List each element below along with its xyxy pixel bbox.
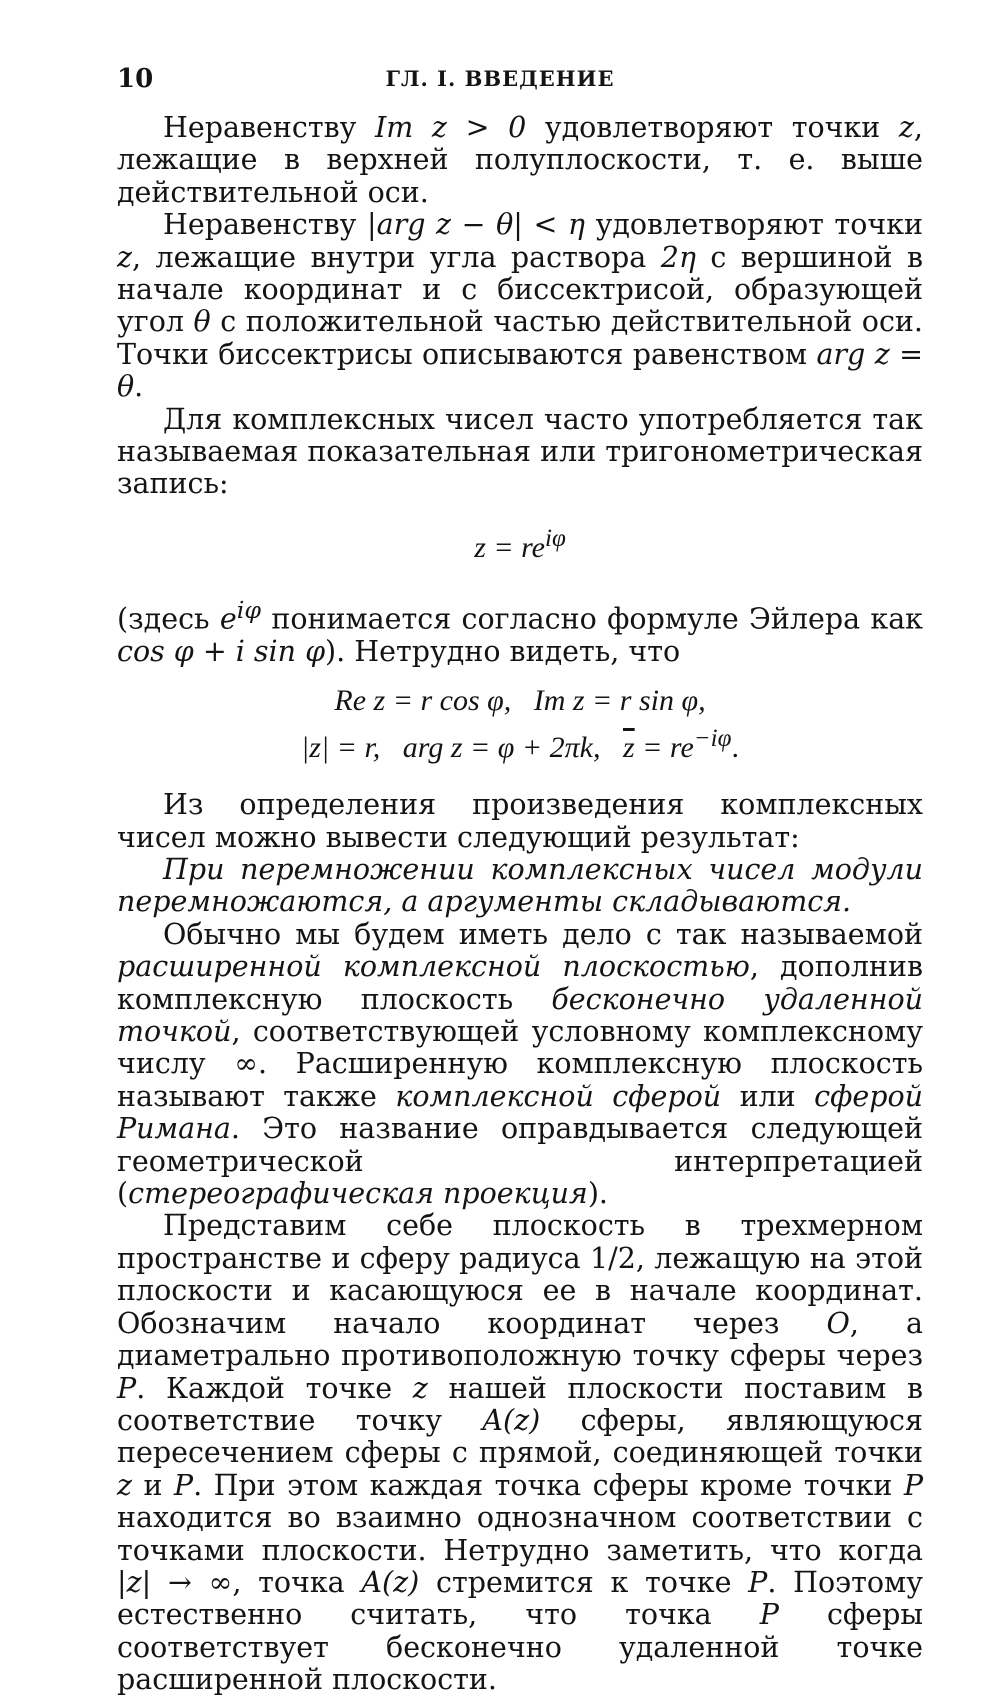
text-run: понимается согласно формуле Эйлера как bbox=[261, 602, 923, 636]
text-run: удовлетворяют точки bbox=[585, 208, 924, 242]
text-run: с вершиной в начале координат и с биссектрисой, образующей угол bbox=[117, 240, 923, 339]
math-inline: z bbox=[117, 1468, 133, 1502]
text-run: , точка bbox=[232, 1565, 362, 1599]
math-inline: A(z) bbox=[361, 1565, 420, 1599]
text-run: нашей плоскости поставим в соответствие точку bbox=[117, 1371, 924, 1437]
text-run: , соответствующей условному комплексному числу ∞. Расширенную комплексную плоскость называют также bbox=[117, 1015, 923, 1113]
formula-line-2 bbox=[117, 720, 923, 767]
math-inline: e bbox=[219, 602, 237, 636]
text-run: удовлетворяют точки bbox=[526, 111, 899, 144]
math-inline: z bbox=[412, 1371, 428, 1405]
math-inline: P bbox=[173, 1468, 194, 1502]
term-emphasis: бесконечно удаленной точкой bbox=[117, 982, 923, 1049]
formula-polar-relations bbox=[117, 682, 923, 767]
term-emphasis: стереографическая проекция bbox=[128, 1177, 588, 1211]
formula-superscript: −iφ bbox=[693, 725, 732, 753]
math-inline: P bbox=[903, 1468, 923, 1502]
text-run: , лежащие внутри угла раствора bbox=[132, 240, 661, 274]
text-run: с положительной частью действительной оси. Точки биссектрисы описываются равенством bbox=[117, 305, 923, 371]
formula-text: |z| = r, arg z = φ + 2πk, bbox=[301, 731, 623, 765]
paragraph-product-definition: Из определения произведения комплексных чисел можно вывести следующий результат: bbox=[117, 788, 923, 854]
paragraph-euler bbox=[117, 594, 923, 668]
text-run: или bbox=[721, 1079, 815, 1113]
term-emphasis: расширенной комплексной плоскостью bbox=[117, 950, 750, 984]
paragraph-exponential-form: Для комплексных чисел часто употребляется так называемая показательная или тригонометрическая запись: bbox=[117, 402, 923, 501]
math-inline: P bbox=[117, 1371, 137, 1405]
text-run: (здесь bbox=[117, 602, 220, 636]
formula-superscript: iφ bbox=[545, 524, 566, 552]
text-run: , лежащие в верхней полуплоскости, т. е. выше действительной оси. bbox=[117, 111, 923, 209]
paragraph-theorem: При перемножении комплексных чисел модули перемножаются, а аргументы складываются. bbox=[117, 853, 923, 919]
text-run: . Поэтому естественно считать, что точка bbox=[117, 1565, 923, 1632]
paragraph-im-z bbox=[117, 112, 923, 209]
math-inline: P bbox=[759, 1598, 779, 1632]
math-inline: O bbox=[826, 1306, 850, 1340]
math-inline: θ bbox=[193, 305, 211, 339]
term-emphasis: комплексной сферой bbox=[395, 1079, 722, 1113]
math-inline: z bbox=[898, 111, 914, 144]
text-run: Неравенству bbox=[163, 208, 367, 242]
formula-text: = re bbox=[634, 731, 694, 765]
page-body bbox=[117, 112, 923, 1697]
text-run: . Это название оправдывается следующей геометрической интерпретацией ( bbox=[117, 1112, 923, 1211]
formula-exponential bbox=[117, 509, 923, 578]
text-run: находится во взаимно однозначном соответствии с точками плоскости. Нетрудно заметить, что когда bbox=[117, 1501, 923, 1567]
running-head: ГЛ. I. ВВЕДЕНИЕ bbox=[385, 66, 615, 91]
math-superscript: iφ bbox=[236, 595, 261, 624]
formula-text: . bbox=[731, 731, 739, 765]
text-run: сферы, являющуюся пересечением сферы с прямой, соединяющей точки bbox=[117, 1403, 923, 1470]
formula-line-1: Re z = r cos φ, Im z = r sin φ, bbox=[334, 684, 706, 718]
paragraph-extended-plane bbox=[117, 919, 923, 1211]
text-run: . Каждой точке bbox=[136, 1371, 413, 1405]
text-run: . При этом каждая точка сферы кроме точки bbox=[193, 1468, 904, 1502]
text-run: сферы соответствует бесконечно удаленной точке расширенной плоскости. bbox=[117, 1598, 924, 1697]
paragraph-stereographic bbox=[117, 1210, 923, 1696]
text-run: стремится к точке bbox=[419, 1565, 749, 1599]
text-run: . bbox=[134, 370, 144, 404]
math-inline: arg z = θ bbox=[117, 337, 923, 404]
text-run: , а диаметрально противоположную точку сферы через bbox=[117, 1306, 923, 1373]
page-number: 10 bbox=[117, 64, 154, 94]
formula-text: z = re bbox=[474, 530, 545, 564]
text-run: Обычно мы будем иметь дело с так называемой bbox=[163, 917, 923, 951]
text-run: , дополнив комплексную плоскость bbox=[117, 950, 923, 1016]
math-inline: cos φ + i sin φ bbox=[117, 634, 326, 668]
math-inline: Im z > 0 bbox=[375, 111, 527, 144]
text-run: Представим себе плоскость в трехмерном пространстве и сферу радиуса 1/2, лежащую на этой плоскости и касающуюся ее в начале координат. Обозначим начало координат через bbox=[117, 1209, 923, 1340]
paragraph-arg-z bbox=[117, 209, 923, 403]
math-inline: A(z) bbox=[482, 1403, 541, 1437]
math-inline: |z| → ∞ bbox=[117, 1565, 233, 1599]
formula-conjugate: $\overline{z}$ bbox=[622, 731, 635, 765]
math-inline: z bbox=[117, 240, 133, 274]
text-run: ). Нетрудно видеть, что bbox=[325, 634, 681, 668]
math-inline: 2η bbox=[660, 240, 696, 274]
term-emphasis: сферой Римана bbox=[117, 1079, 924, 1146]
text-run: Неравенству bbox=[163, 111, 376, 144]
text-run: ). bbox=[587, 1177, 608, 1211]
math-inline: P bbox=[748, 1565, 768, 1599]
math-inline: |arg z − θ| < η bbox=[367, 208, 585, 242]
text-run: и bbox=[132, 1468, 174, 1502]
